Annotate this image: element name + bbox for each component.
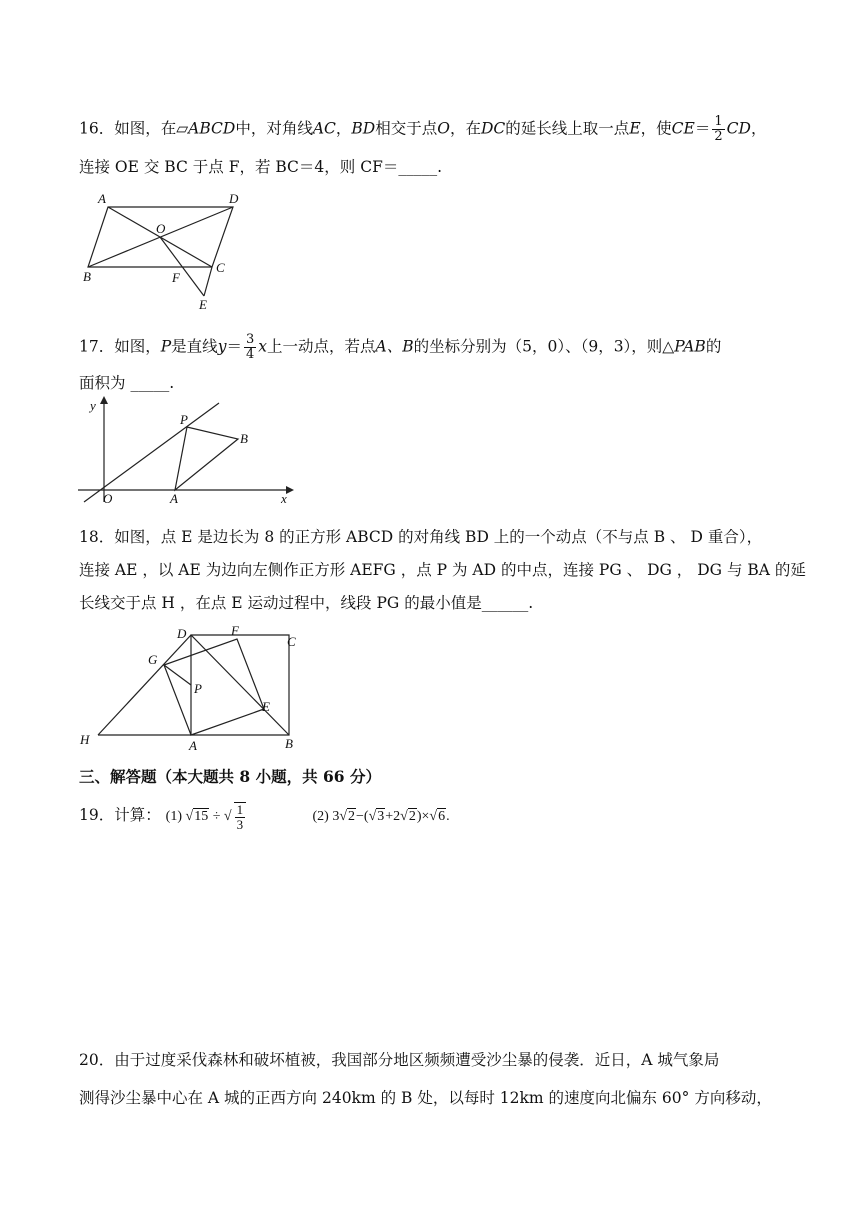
q20-line1 <box>79 1049 719 1071</box>
q18-text: 18．如图，点 E 是边长为 8 的正方形 ABCD 的对角线 BD 上的一个动点（不与点 B 、 D 重合）， <box>79 528 763 546</box>
q20-line2 <box>79 1087 772 1109</box>
label-c: C <box>287 634 296 649</box>
label-x: x <box>281 491 287 506</box>
q16-text: 相交于点 <box>375 119 438 138</box>
q19-line <box>79 800 450 832</box>
sqrt-6: 6 <box>438 809 446 824</box>
q16-parallelogram-figure <box>78 188 258 314</box>
segment-ce <box>204 267 212 296</box>
q17-y: y <box>217 337 227 356</box>
q17-pab: PAB <box>674 337 706 356</box>
q16-text: 中，对角线 <box>235 119 313 138</box>
label-f: F <box>231 623 239 638</box>
coef-3: 3 <box>332 809 340 824</box>
q17-line2 <box>79 372 174 394</box>
q16-text: ，使 <box>640 119 672 138</box>
label-b: B <box>83 269 91 284</box>
q16-ac: AC <box>312 119 336 138</box>
q16-fraction <box>712 115 724 144</box>
q17-line1 <box>79 333 721 362</box>
label-a: A <box>189 738 197 752</box>
label-c: C <box>216 260 225 275</box>
q19-part2: (2) 3√2−(√3+2√2)×√6. <box>312 809 450 824</box>
q17-text: 上一动点，若点 <box>267 337 376 356</box>
q17-frac-den: 4 <box>245 347 255 362</box>
q18-line3 <box>79 592 533 614</box>
q16-ce: CE <box>671 119 695 138</box>
section-heading: 三、解答题（本大题共 8 小题，共 66 分） <box>79 767 381 786</box>
q18-text: 长线交于点 H ，在点 E 运动过程中，线段 PG 的最小值是 <box>79 594 482 612</box>
q18-line1 <box>79 526 762 548</box>
q17-text: 17．如图， <box>79 337 161 356</box>
q16-period: . <box>437 158 443 176</box>
label-y: y <box>90 398 96 413</box>
plus-2: +2 <box>385 809 401 824</box>
q19-prefix: 19．计算： <box>79 806 161 824</box>
q16-text: 连接 OE 交 BC 于点 F，若 BC＝4，则 CF＝ <box>79 158 399 176</box>
q17-x: x <box>258 337 267 356</box>
square-aefg <box>164 639 264 735</box>
q16-text: 的延长线上取一点 <box>505 119 630 138</box>
q16-frac-num: 1 <box>714 114 723 129</box>
segment-hd <box>98 635 191 735</box>
q17-text: 的 <box>705 337 722 356</box>
label-p: P <box>194 681 202 696</box>
answer-blank: ______ <box>481 594 529 612</box>
y-axis-arrow <box>100 396 108 404</box>
sqrt-2b: 2 <box>408 809 416 824</box>
q17-fraction <box>244 333 256 362</box>
q17-eq: ＝ <box>226 337 242 356</box>
label-o: O <box>103 491 113 506</box>
label-d: D <box>177 626 187 641</box>
q18-period: . <box>528 594 534 612</box>
q17-coordinate-figure <box>76 396 300 506</box>
label-b: B <box>285 736 293 751</box>
q16-text: ，在 <box>449 119 481 138</box>
sqrt-3: 3 <box>377 809 385 824</box>
q16-text: 16．如图，在▱ <box>79 119 189 138</box>
times-sign: )× <box>416 809 430 824</box>
q17-period: . <box>169 374 175 392</box>
sqrt-fraction <box>234 802 247 832</box>
sqrt-2: 2 <box>348 809 356 824</box>
q16-frac-den: 2 <box>714 129 723 144</box>
label-a: A <box>170 491 178 506</box>
answer-blank: _____ <box>398 158 438 176</box>
answer-blank: _____ <box>130 374 170 392</box>
label-e: E <box>199 297 207 312</box>
q16-abcd: ABCD <box>188 119 236 138</box>
part2-label: (2) <box>312 809 329 824</box>
q16-cd: CD <box>726 119 751 138</box>
q20-text: 20．由于过度采伐森林和破坏植被，我国部分地区频频遭受沙尘暴的侵袭．近日，A 城气象局 <box>79 1051 720 1069</box>
q17-p: P <box>160 337 172 356</box>
label-p: P <box>180 412 188 427</box>
label-g: G <box>148 652 158 667</box>
label-d: D <box>229 191 239 206</box>
sqrt-15: 15 <box>194 809 209 824</box>
q16-o: O <box>437 119 450 138</box>
triangle-pab <box>175 427 238 490</box>
q20-text: 测得沙尘暴中心在 A 城的正西方向 240km 的 B 处，以每时 12km 的速度向北偏东 60° 方向移动， <box>79 1089 772 1107</box>
divide-sign: ÷ <box>212 809 221 824</box>
label-b: B <box>240 431 248 446</box>
q17-text: 是直线 <box>171 337 218 356</box>
q19-end: . <box>446 809 450 824</box>
q17-text: 的坐标分别为（5，0）、（9，3），则△ <box>413 337 675 356</box>
q17-ab: A、B <box>375 337 414 356</box>
q18-text: 连接 AE ，以 AE 为边向左侧作正方形 AEFG ，点 P 为 AD 的中点，连接 PG 、 DG ， DG 与 BA 的延 <box>79 561 806 579</box>
q16-line1 <box>79 115 766 144</box>
part1-label: (1) <box>165 809 182 824</box>
label-h: H <box>80 732 90 747</box>
q17-text: 面积为 <box>79 374 131 392</box>
label-o: O <box>156 221 166 236</box>
label-f: F <box>172 270 180 285</box>
q19-part1: (1) √15 ÷ √ $\frac{1}{3}$ <box>166 809 252 824</box>
frac-num: 1 <box>236 801 244 817</box>
q16-text: ， <box>750 119 767 138</box>
q17-frac-num: 3 <box>245 332 255 347</box>
q16-bd: BD <box>351 119 376 138</box>
q16-e: E <box>629 119 641 138</box>
q16-text: ， <box>335 119 352 138</box>
label-e: E <box>262 699 270 714</box>
minus-paren: −( <box>356 809 369 824</box>
q16-dc: DC <box>481 119 506 138</box>
x-axis-arrow <box>286 486 294 494</box>
q16-eq: ＝ <box>694 119 711 138</box>
q16-line2 <box>79 156 442 178</box>
q18-line2 <box>79 559 806 581</box>
label-a: A <box>98 191 106 206</box>
q18-square-figure <box>76 620 308 752</box>
frac-den: 3 <box>236 816 244 832</box>
